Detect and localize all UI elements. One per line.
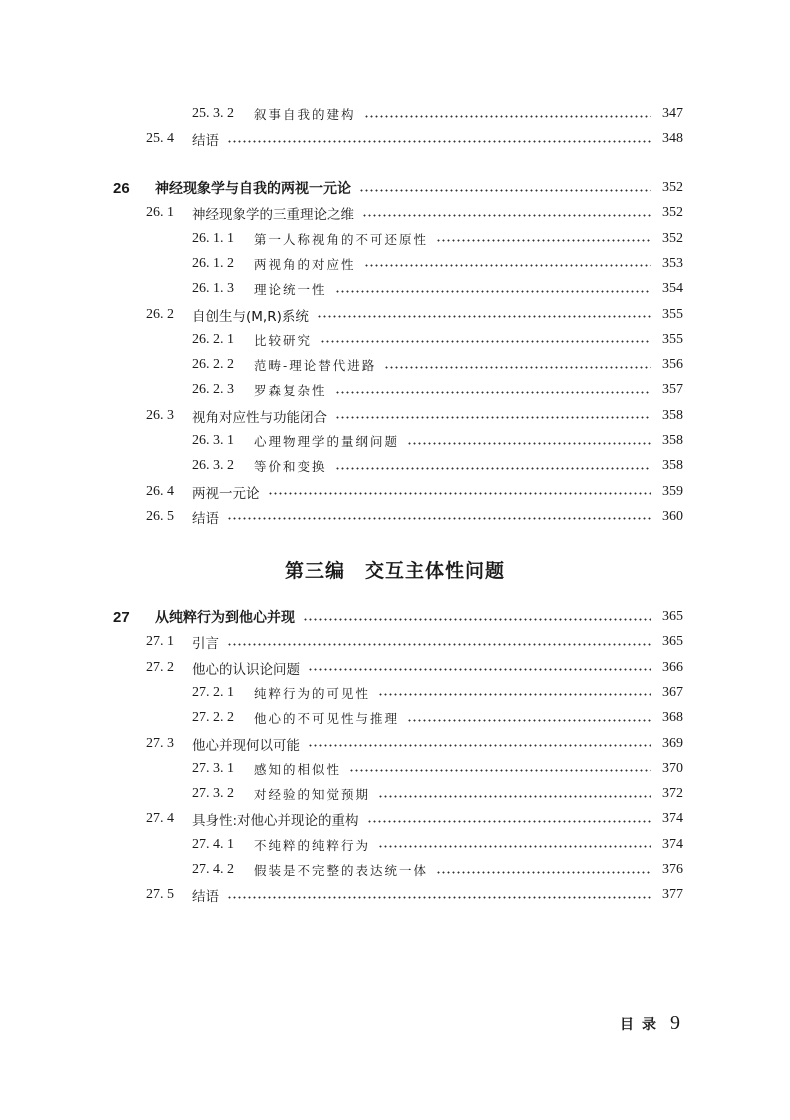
toc-entry-number: 26. 2. 1 [192,331,234,347]
toc-entry-chapter [113,606,683,628]
toc-dot-leader [436,871,651,874]
toc-entry-page: 353 [662,255,683,271]
toc-entry-sub [192,682,683,704]
toc-entry-sub [192,354,683,376]
toc-entry-page: 357 [662,382,683,398]
toc-entry-title: 叙事自我的建构 [254,107,356,122]
toc-entry-number: 26. 5 [146,508,174,524]
toc-entry-sub [192,758,683,780]
toc-entry-title: 纯粹行为的可见性 [254,685,371,701]
toc-dot-leader [335,391,651,394]
toc-entry-page: 377 [662,887,683,903]
toc-entry-title: 感知的相似性 [254,761,342,777]
toc-entry-page: 359 [662,483,683,499]
toc-entry-title: 结语 [192,889,219,906]
toc-entry-title: 罗森复杂性 [254,383,327,399]
toc-entry-number: 27. 4. 2 [192,862,234,877]
toc-entry-section [146,128,683,150]
toc-entry-section [146,884,683,906]
toc-entry-sub [192,430,683,452]
toc-entry-number: 25. 3. 2 [192,106,234,121]
toc-entry-number: 26. 4 [146,483,174,499]
toc-entry-title: 范畴-理论替代进路 [254,358,377,374]
toc-entry-number: 26. 2. 2 [192,357,234,373]
toc-entry-sub [192,455,683,477]
toc-entry-title: 视角对应性与功能闭合 [192,409,327,426]
toc-entry-section [146,657,683,679]
toc-dot-leader [335,467,651,470]
toc-entry-number: 26. 2 [146,306,174,322]
toc-entry-chapter [113,177,683,199]
toc-entry-sub [192,253,683,275]
toc-dot-leader [308,744,651,747]
toc-entry-number: 27. 5 [146,887,174,903]
toc-entry-number: 27. 2. 1 [192,684,234,700]
toc-entry-title: 神经现象学的三重理论之维 [192,207,354,224]
toc-entry-number: 27. 2 [146,659,174,675]
toc-entry-title: 理论统一性 [254,282,327,298]
toc-dot-leader [364,264,651,267]
toc-entry-page: 372 [662,786,683,802]
toc-dot-leader [367,820,651,823]
toc-entry-number: 27 [113,608,130,626]
toc-entry-title: 对经验的知觉预期 [254,787,371,803]
toc-entry-title: 两视一元论 [192,485,260,502]
toc-entry-title: 不纯粹的纯粹行为 [254,837,371,853]
toc-entry-sub [192,278,683,300]
toc-entry-page: 366 [662,659,683,675]
toc-entry-number: 26. 1. 2 [192,255,234,271]
toc-entry-page: 374 [662,811,683,827]
toc-dot-leader [378,693,651,696]
toc-entry-number: 27. 4. 1 [192,836,234,852]
toc-dot-leader [227,643,651,646]
toc-entry-page: 358 [662,407,683,423]
toc-entry-title: 结语 [192,133,219,150]
toc-entry-title: 心理物理学的量纲问题 [254,434,400,449]
toc-dot-leader [378,795,651,798]
toc-entry-page: 355 [662,306,683,322]
toc-entry-number: 27. 4 [146,811,174,827]
toc-entry-page: 374 [662,836,683,852]
toc-dot-leader [303,618,651,621]
toc-entry-section [146,808,683,830]
toc-entry-page: 358 [662,458,683,474]
toc-entry-title: 结语 [192,510,219,527]
toc-entry-number: 25. 4 [146,131,174,147]
toc-dot-leader [407,719,651,722]
toc-entry-page: 370 [662,760,683,776]
toc-entry-page: 365 [662,634,683,650]
toc-entry-title: 他心并现何以可能 [192,737,300,754]
toc-entry-title: 第一人称视角的不可还原性 [254,231,429,247]
toc-entry-page: 352 [662,205,683,221]
toc-entry-number: 26. 1 [146,205,174,221]
toc-entry-page: 360 [662,508,683,524]
toc-entry-number: 26. 3. 1 [192,433,234,448]
toc-entry-section [146,506,683,528]
toc-entry-page: 365 [662,609,683,624]
toc-entry-number: 27. 1 [146,634,174,650]
toc-entry-page: 347 [662,106,683,121]
toc-entry-sub [192,859,683,881]
toc-entry-page: 348 [662,131,683,147]
toc-dot-leader [227,896,651,899]
toc-dot-leader [227,517,651,520]
toc-entry-page: 369 [662,735,683,751]
toc-entry-sub [192,707,683,729]
toc-entry-page: 356 [662,357,683,373]
toc-entry-number: 26 [113,179,130,197]
toc-entry-page: 376 [662,862,683,877]
toc-entry-number: 26. 2. 3 [192,382,234,398]
toc-entry-sub [192,329,683,351]
toc-entry-number: 27. 3. 1 [192,760,234,776]
toc-entry-title: 自创生与(M,R)系统 [192,308,309,325]
toc-entry-number: 27. 2. 2 [192,710,234,726]
toc-dot-leader [320,340,651,343]
toc-dot-leader [364,115,651,118]
toc-entry-number: 26. 1. 1 [192,230,234,246]
page-footer [620,1012,680,1035]
toc-entry-number: 27. 3 [146,735,174,751]
part-title: 第三编 交互主体性问题 [284,561,505,582]
toc-entry-page: 367 [662,684,683,700]
toc-entry-title: 他心的不可见性与推理 [254,711,400,727]
toc-entry-page: 352 [662,230,683,246]
toc-entry-number: 26. 3. 2 [192,458,234,474]
toc-dot-leader [268,492,652,495]
toc-dot-leader [335,416,651,419]
toc-entry-title: 神经现象学与自我的两视一元论 [155,180,351,196]
toc-dot-leader [378,845,651,848]
toc-entry-sub [192,228,683,250]
toc-entry-section [146,202,683,224]
toc-entry-number: 26. 3 [146,407,174,423]
toc-entry-page: 355 [662,331,683,347]
toc-dot-leader [407,442,651,445]
toc-entry-sub [192,834,683,856]
toc-entry-section [146,733,683,755]
toc-entry-sub [192,783,683,805]
toc-entry-title: 引言 [192,636,219,653]
toc-entry-title: 两视角的对应性 [254,256,356,272]
toc-dot-leader [359,189,651,192]
toc-entry-page: 352 [662,180,683,195]
toc-dot-leader [349,769,651,772]
toc-entry-section [146,405,683,427]
toc-entry-page: 368 [662,710,683,726]
toc-dot-leader [227,140,651,143]
toc-dot-leader [362,214,651,217]
toc-entry-number: 27. 3. 2 [192,786,234,802]
toc-entry-title: 具身性:对他心并现论的重构 [192,813,359,830]
footer-label: 目录 [620,1017,664,1033]
toc-entry-section [146,481,683,503]
toc-entry-section [146,304,683,326]
toc-entry-title: 比较研究 [254,332,313,348]
toc-entry-title: 假装是不完整的表达统一体 [254,863,429,878]
toc-dot-leader [436,239,651,242]
toc-entry-page: 358 [662,433,683,448]
toc-dot-leader [335,290,651,293]
toc-entry-number: 26. 1. 3 [192,281,234,297]
toc-entry-sub [192,103,683,125]
toc-entry-sub [192,379,683,401]
toc-entry-title: 等价和变换 [254,459,327,475]
toc-entry-page: 354 [662,281,683,297]
toc-dot-leader [317,315,651,318]
toc-entry-title: 从纯粹行为到他心并现 [155,609,295,625]
toc-entry-section [146,631,683,653]
toc-dot-leader [384,366,651,369]
toc-entry-title: 他心的认识论问题 [192,661,300,678]
toc-dot-leader [308,668,651,671]
footer-page-number: 9 [670,1012,680,1034]
